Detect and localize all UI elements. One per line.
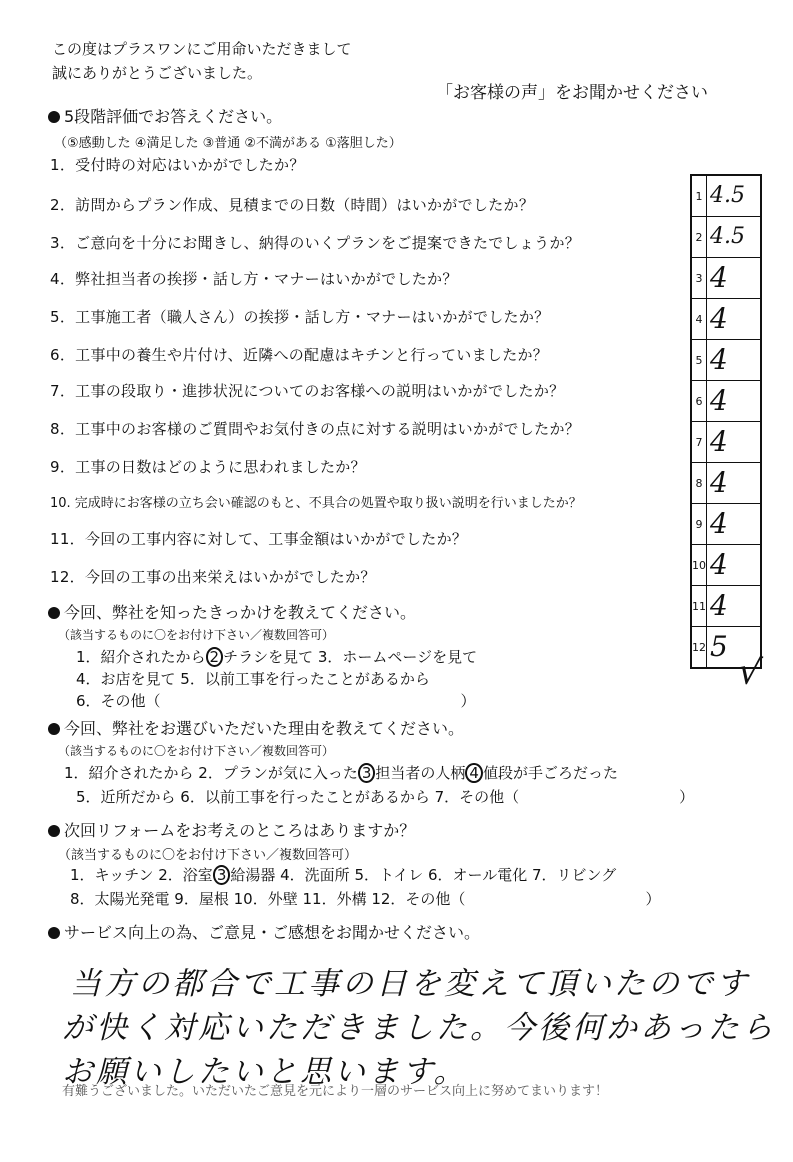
reason-option-text: 値段が手ごろだった xyxy=(482,764,618,782)
score-number: 3 xyxy=(692,258,707,298)
question-3: 3．ご意向を十分にお聞きし、納得のいくプランをご提案できたでしょうか？ xyxy=(50,234,581,252)
bullet-icon xyxy=(48,723,60,735)
next-title: 次回リフォームをお考えのところはありますか？ xyxy=(64,821,416,840)
question-5: 5．工事施工者（職人さん）の挨拶・話し方・マナーはいかがでしたか？ xyxy=(50,308,550,326)
circled-answer: 4 xyxy=(465,763,483,783)
score-number: 1 xyxy=(692,176,707,216)
score-number: 9 xyxy=(692,504,707,544)
question-9: 9．工事の日数はどのように思われましたか？ xyxy=(50,458,366,476)
comments-title: サービス向上の為、ご意見・ご感想をお聞かせください。 xyxy=(64,923,481,942)
reason-title: 今回、弊社をお選びいただいた理由を教えてください。 xyxy=(64,719,465,738)
know-option-text: チラシを見て 3．ホームページを見て xyxy=(223,648,478,666)
know-note: （該当するものに〇をお付け下さい／複数回答可） xyxy=(58,628,335,642)
circled-answer: 2 xyxy=(206,647,224,667)
bullet-icon xyxy=(48,825,60,837)
handwritten-comment-line-1: 当方の都合で工事の日を変えて頂いたのです xyxy=(70,966,750,1002)
voice-title: 「お客様の声」をお聞かせください xyxy=(436,83,708,103)
reason-options-line-2 xyxy=(76,786,694,807)
score-number: 2 xyxy=(692,217,707,257)
question-6: 6．工事中の養生や片付け、近隣への配慮はキチンと行っていましたか？ xyxy=(50,346,549,364)
circled-answer: 3 xyxy=(213,865,231,885)
reason-option-text: 5．近所だから 6．以前工事を行ったことがあるから 7．その他（ xyxy=(76,788,520,806)
rating-section-title xyxy=(48,104,282,127)
score-number: 8 xyxy=(692,463,707,503)
rating-title: 5段階評価でお答えください。 xyxy=(64,107,283,126)
score-cell-2 xyxy=(692,217,760,258)
know-options-line-1 xyxy=(76,646,477,667)
bullet-icon xyxy=(48,927,60,939)
know-options-line-3 xyxy=(76,690,476,711)
circled-answer: 3 xyxy=(358,763,376,783)
bullet-icon xyxy=(48,111,60,123)
score-value: 4 xyxy=(710,507,728,540)
score-value: 4 xyxy=(710,466,728,499)
check-mark-icon: √ xyxy=(735,650,764,695)
question-8: 8．工事中のお客様のご質問やお気付きの点に対する説明はいかがでしたか？ xyxy=(50,420,581,438)
score-cell-10 xyxy=(692,545,760,586)
question-4: 4．弊社担当者の挨拶・話し方・マナーはいかがでしたか？ xyxy=(50,270,458,288)
rating-legend: （⑤感動した ④満足した ③普通 ②不満がある ①落胆した） xyxy=(54,136,402,151)
score-value: 4 xyxy=(710,302,728,335)
score-number: 5 xyxy=(692,340,707,380)
score-value: 4 xyxy=(710,261,728,294)
score-value: 4.5 xyxy=(710,224,745,249)
next-other-close: ） xyxy=(645,890,661,908)
reason-other-close: ） xyxy=(679,788,695,806)
footer-thanks: 有難うございました。いただいたご意見を元により一層のサービス向上に努めてまいります！ xyxy=(62,1084,609,1099)
reason-note: （該当するものに〇をお付け下さい／複数回答可） xyxy=(58,744,335,758)
know-section-title xyxy=(48,600,416,623)
know-option-text: 1．紹介されたから xyxy=(76,648,206,666)
know-other-label: 6．その他（ xyxy=(76,692,161,710)
know-options-line-2: 4．お店を見て 5．以前工事を行ったことがあるから xyxy=(76,670,430,688)
score-number: 6 xyxy=(692,381,707,421)
score-number: 10 xyxy=(692,545,707,585)
know-title: 今回、弊社を知ったきっかけを教えてください。 xyxy=(64,603,417,622)
comments-section-title xyxy=(48,920,480,943)
next-option-text: 8．太陽光発電 9．屋根 10．外壁 11．外構 12．その他（ xyxy=(70,890,466,908)
score-cell-8 xyxy=(692,463,760,504)
score-cell-6 xyxy=(692,381,760,422)
score-value: 4 xyxy=(710,548,728,581)
next-option-text: 給湯器 4．洗面所 5．トイレ 6．オール電化 7．リビング xyxy=(230,866,617,884)
question-2: 2．訪問からプラン作成、見積までの日数（時間）はいかがでしたか？ xyxy=(50,196,535,214)
intro-line-2: 誠にありがとうございました。 xyxy=(52,64,263,82)
next-options-line-1 xyxy=(70,864,616,885)
handwritten-comment-line-3: お願いしたいと思います。 xyxy=(62,1054,468,1090)
score-cell-9 xyxy=(692,504,760,545)
score-value: 4 xyxy=(710,384,728,417)
know-other-close: ） xyxy=(460,692,476,710)
question-1: 1．受付時の対応はいかがでしたか？ xyxy=(50,156,305,174)
score-value: 4 xyxy=(710,425,728,458)
score-number: 4 xyxy=(692,299,707,339)
handwritten-comment-line-2: が快く対応いただきました。今後何かあったら xyxy=(62,1010,776,1046)
next-option-text: 1．キッチン 2．浴室 xyxy=(70,866,213,884)
bullet-icon xyxy=(48,607,60,619)
score-number: 12 xyxy=(692,627,707,667)
score-cell-11 xyxy=(692,586,760,627)
score-cell-3 xyxy=(692,258,760,299)
score-value: 4 xyxy=(710,343,728,376)
score-grid xyxy=(690,174,762,669)
reason-options-line-1 xyxy=(64,762,618,783)
next-section-title xyxy=(48,818,415,841)
score-cell-7 xyxy=(692,422,760,463)
next-options-line-2 xyxy=(70,888,660,909)
score-value: 4.5 xyxy=(710,183,745,208)
question-11: 11．今回の工事内容に対して、工事金額はいかがでしたか？ xyxy=(50,530,468,548)
reason-section-title xyxy=(48,716,464,739)
question-12: 12．今回の工事の出来栄えはいかがでしたか？ xyxy=(50,568,376,586)
intro-line-1: この度はプラスワンにご用命いただきまして xyxy=(52,40,352,58)
score-cell-1 xyxy=(692,176,760,217)
score-value: 4 xyxy=(710,589,728,622)
reason-option-text: 担当者の人柄 xyxy=(375,764,466,782)
score-cell-4 xyxy=(692,299,760,340)
score-number: 11 xyxy=(692,586,707,626)
reason-option-text: 1．紹介されたから 2．プランが気に入った xyxy=(64,764,358,782)
question-10: 10. 完成時にお客様の立ち会い確認のもと、不具合の処置や取り扱い説明を行いましたか？ xyxy=(50,496,582,511)
question-7: 7．工事の段取り・進捗状況についてのお客様への説明はいかがでしたか？ xyxy=(50,382,565,400)
score-cell-5 xyxy=(692,340,760,381)
next-note: （該当するものに〇をお付け下さい／複数回答可） xyxy=(58,848,358,863)
score-number: 7 xyxy=(692,422,707,462)
score-value: 5 xyxy=(710,630,728,663)
